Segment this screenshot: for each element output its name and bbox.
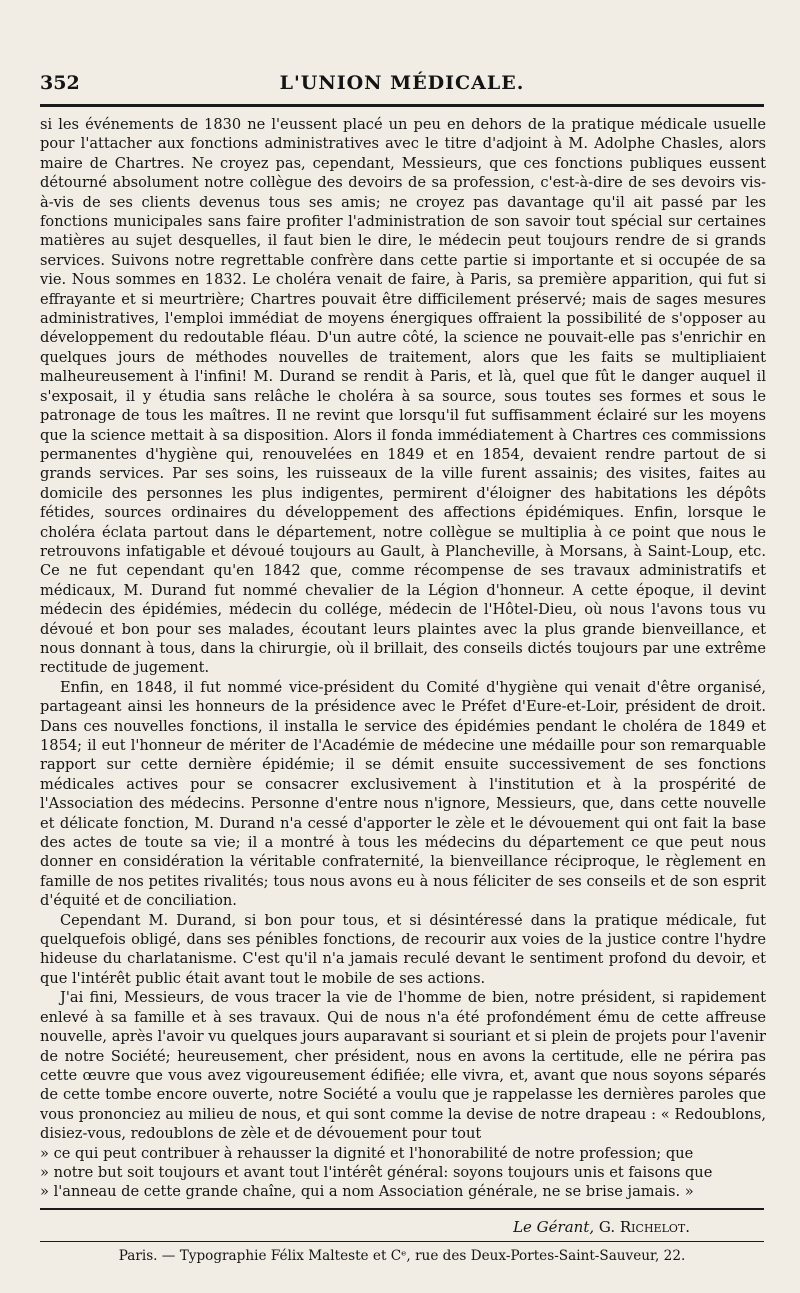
journal-title: L'UNION MÉDICALE.	[279, 72, 525, 94]
footer-rule	[40, 1208, 764, 1210]
quote-line-1: » ce qui peut contribuer à rehausser la dignité et l'honorabilité de notre profession; que	[40, 1144, 694, 1162]
signature	[513, 1218, 690, 1236]
page-header	[40, 68, 764, 98]
paragraph-1: si les événements de 1830 ne l'eussent placé un peu en dehors de la pratique médicale usuelle pour l'attacher aux fonctions administratives avec le titre d'adjoint à M. Adolphe Chasles, alors maire de Chartres. Ne croyez pas, cependant, Messieurs, que ces fonctions publiques eussent détourné absolument notre collègue des devoirs de sa profession, c'est-à-dire de ses devoirs vis-à-vis de ses clients devenus tous ses amis; ne croyez pas davantage qu'il ait passé par les fonctions municipales sans faire profiter l'administration de son savoir tout spécial sur certaines matières au sujet desquelles, il faut bien le dire, le médecin peut toujours rendre de si grands services. Suivons notre regrettable confrère dans cette partie si importante et si occupée de sa vie. Nous sommes en 1832. Le choléra venait de faire, à Paris, sa première apparition, qui fut si effrayante et si meurtrière; Chartres pouvait être difficilement préservé; mais de sages mesures administratives, l'emploi immédiat de moyens énergiques offraient la possibilité de s'opposer au développement du redoutable fléau. D'un autre côté, la science ne pouvait-elle pas s'enrichir en quelques jours de méthodes nouvelles de traitement, alors que les faits se multipliaient malheureusement à l'infini! M. Durand se rendit à Paris, et là, quel que fût le danger auquel il s'exposait, il y étudia sans relâche le choléra à sa source, sous toutes ses formes et sous le patronage de tous les maîtres. Il ne revint que lorsqu'il fut suffisamment éclairé sur les moyens que la science mettait à sa disposition. Alors il fonda immédiatement à Chartres ces commissions permanentes d'hygiène qui, renouvelées en 1849 et en 1854, devaient rendre partout de si grands services. Par ses soins, les ruisseaux de la ville furent assainis; des visites, faites au domicile des personnes les plus indigentes, permirent d'éloigner des habitations les dépôts fétides, sources ordinaires du développement des affections épidémiques. Enfin, lorsque le choléra éclata partout dans le département, notre collègue se multiplia à ce point que nous le retrouvons infatigable et dévoué toujours au Gault, à Plancheville, à Morsans, à Saint-Loup, etc. Ce ne fut cependant qu'en 1842 que, comme récompense de ses travaux administratifs et médicaux, M. Durand fut nommé chevalier de la Légion d'honneur. A cette époque, il devint médecin des épidémies, médecin du collége, médecin de l'Hôtel-Dieu, où nous l'avons tous vu dévoué et bon pour ses malades, écoutant leurs plaintes avec la plus grande bienveillance, et nous donnant à tous, dans la chirurgie, où il brillait, des conseils dictés toujours par une extrême rectitude de jugement.	[40, 116, 766, 677]
bottom-rule	[40, 1241, 764, 1242]
signature-role: Le Gérant,	[513, 1218, 595, 1236]
printer-imprint: Paris. — Typographie Félix Malteste et Cᵉ, rue des Deux-Portes-Saint-Sauveur, 22.	[118, 1248, 686, 1264]
paragraph-4: J'ai fini, Messieurs, de vous tracer la vie de l'homme de bien, notre président, si rapidement enlevé à sa famille et à ses travaux. Qui de nous n'a été profondément ému de cette affreuse nouvelle, après l'avoir vu quelques jours auparavant si souriant et si plein de projets pour l'avenir de notre Société; heureusement, cher président, nous en avons la certitude, elle ne périra pas cette œuvre que vous avez vigoureusement édifiée; elle vivra, et, avant que nous soyons séparés de cette tombe encore ouverte, notre Société a voulu que je rappelasse les dernières paroles que vous prononciez au milieu de nous, et qui sont comme la devise de notre drapeau : « Redoublons, disiez-vous, redoublons de zèle et de dévouement pour tout	[40, 989, 766, 1143]
signature-name: G. Richelot.	[598, 1218, 690, 1236]
quote-line-2: » notre but soit toujours et avant tout l'intérêt général: soyons toujours unis et faisons que	[40, 1163, 713, 1181]
page-number: 352	[40, 72, 80, 94]
header-rule	[40, 104, 764, 107]
quote-line-3: » l'anneau de cette grande chaîne, qui a nom Association générale, ne se brise jamais. »	[40, 1183, 694, 1201]
paragraph-3: Cependant M. Durand, si bon pour tous, et si désintéressé dans la pratique médicale, fut quelquefois obligé, dans ses pénibles fonctions, de recourir aux voies de la justice contre l'hydre hideuse du charlatanisme. C'est qu'il n'a jamais reculé devant le sentiment profond du devoir, et que l'intérêt public était avant tout le mobile de ses actions.	[40, 911, 766, 987]
paragraph-2: Enfin, en 1848, il fut nommé vice-président du Comité d'hygiène qui venait d'être organisé, partageant ainsi les honneurs de la présidence avec le Préfet d'Eure-et-Loir, président de droit. Dans ces nouvelles fonctions, il installa le service des épidémies pendant le choléra de 1849 et 1854; il eut l'honneur de mériter de l'Académie de médecine une médaille pour son remarquable rapport sur cette dernière épidémie; il se démit ensuite successivement de ses fonctions médicales actives pour se consacrer exclusivement à l'institution et à la prospérité de l'Association des médecins. Personne d'entre nous n'ignore, Messieurs, que, dans cette nouvelle et délicate fonction, M. Durand n'a cessé d'apporter le zèle et le dévouement qui ont fait la base des actes de toute sa vie; il a montré à tous les médecins du département ce que peut nous donner en considération la véritable confraternité, la bienveillance réciproque, le règlement en famille de nos petites rivalités; tous nous avons eu à nous féliciter de ses conseils et de son esprit d'équité et de conciliation.	[40, 678, 766, 910]
article-body	[40, 115, 766, 1202]
